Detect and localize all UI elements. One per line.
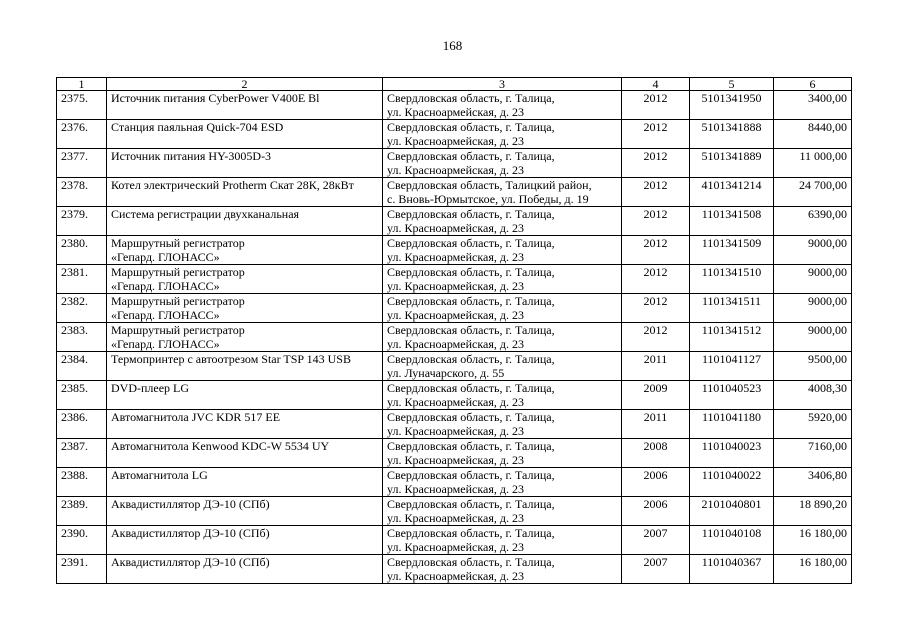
address-line: ул. Красноармейская, д. 23	[387, 221, 524, 235]
address-cell	[383, 410, 622, 439]
address-line: Свердловская область, г. Талица,	[387, 555, 555, 569]
price-cell: 16 180,00	[774, 526, 852, 555]
column-header: 6	[774, 78, 852, 91]
year-cell: 2007	[622, 555, 690, 584]
year-cell: 2007	[622, 526, 690, 555]
address-cell	[383, 381, 622, 410]
column-header: 3	[383, 78, 622, 91]
address-line: Свердловская область, г. Талица,	[387, 526, 555, 540]
row-number-cell: 2384.	[57, 352, 107, 381]
table-row	[57, 120, 852, 149]
year-cell: 2008	[622, 439, 690, 468]
address-line: ул. Луначарского, д. 55	[387, 366, 505, 380]
table-row	[57, 265, 852, 294]
address-line: Свердловская область, г. Талица,	[387, 120, 555, 134]
item-name-line: Термопринтер с автоотрезом Star TSP 143 USB	[111, 352, 351, 366]
table-row	[57, 468, 852, 497]
address-line: Свердловская область, г. Талица,	[387, 381, 555, 395]
address-cell	[383, 91, 622, 120]
address-line: ул. Красноармейская, д. 23	[387, 279, 524, 293]
inventory-number-cell: 2101040801	[690, 497, 774, 526]
item-name-line: Автомагнитола Kenwood KDC-W 5534 UY	[111, 439, 330, 453]
row-number-cell: 2377.	[57, 149, 107, 178]
year-cell: 2012	[622, 120, 690, 149]
table-row	[57, 352, 852, 381]
address-line: ул. Красноармейская, д. 23	[387, 163, 524, 177]
price-cell: 3400,00	[774, 91, 852, 120]
year-cell: 2012	[622, 294, 690, 323]
address-cell	[383, 497, 622, 526]
address-line: ул. Красноармейская, д. 23	[387, 424, 524, 438]
address-cell	[383, 323, 622, 352]
item-name-line: Система регистрации двухканальная	[111, 207, 300, 221]
row-number-cell: 2383.	[57, 323, 107, 352]
item-name-line: Автомагнитола LG	[111, 468, 208, 482]
item-name-line: Источник питания CyberPower V400E Bl	[111, 91, 320, 105]
price-cell: 9000,00	[774, 236, 852, 265]
item-name-cell	[107, 468, 383, 497]
table-row	[57, 149, 852, 178]
item-name-line: Аквадистиллятор ДЭ-10 (СПб)	[111, 526, 270, 540]
address-line: Свердловская область, г. Талица,	[387, 352, 555, 366]
address-line: Свердловская область, Талицкий район,	[387, 178, 592, 192]
address-line: Свердловская область, г. Талица,	[387, 439, 555, 453]
inventory-number-cell: 5101341950	[690, 91, 774, 120]
price-cell: 11 000,00	[774, 149, 852, 178]
item-name-cell	[107, 439, 383, 468]
address-line: ул. Красноармейская, д. 23	[387, 337, 524, 351]
row-number-cell: 2386.	[57, 410, 107, 439]
inventory-number-cell: 4101341214	[690, 178, 774, 207]
address-cell	[383, 294, 622, 323]
address-line: ул. Красноармейская, д. 23	[387, 569, 524, 583]
inventory-number-cell: 1101341509	[690, 236, 774, 265]
price-cell: 9000,00	[774, 265, 852, 294]
table-row	[57, 294, 852, 323]
row-number-cell: 2385.	[57, 381, 107, 410]
year-cell: 2012	[622, 207, 690, 236]
item-name-cell	[107, 236, 383, 265]
address-line: Свердловская область, г. Талица,	[387, 410, 555, 424]
address-line: ул. Красноармейская, д. 23	[387, 308, 524, 322]
item-name-cell	[107, 120, 383, 149]
table-row	[57, 236, 852, 265]
table-row	[57, 497, 852, 526]
row-number-cell: 2378.	[57, 178, 107, 207]
item-name-line: DVD-плеер LG	[111, 381, 190, 395]
column-header: 5	[690, 78, 774, 91]
column-header: 1	[57, 78, 107, 91]
item-name-cell	[107, 352, 383, 381]
item-name-line: «Гепард. ГЛОНАСС»	[111, 279, 220, 293]
address-cell	[383, 352, 622, 381]
price-cell: 6390,00	[774, 207, 852, 236]
address-cell	[383, 120, 622, 149]
item-name-line: Автомагнитола JVC KDR 517 EE	[111, 410, 281, 424]
row-number-cell: 2388.	[57, 468, 107, 497]
row-number-cell: 2376.	[57, 120, 107, 149]
address-line: Свердловская область, г. Талица,	[387, 91, 555, 105]
table-row	[57, 91, 852, 120]
item-name-line: «Гепард. ГЛОНАСС»	[111, 337, 220, 351]
inventory-number-cell: 1101341512	[690, 323, 774, 352]
table-row	[57, 207, 852, 236]
item-name-line: Маршрутный регистратор	[111, 265, 245, 279]
item-name-cell	[107, 178, 383, 207]
item-name-cell	[107, 555, 383, 584]
row-number-cell: 2375.	[57, 91, 107, 120]
address-cell	[383, 236, 622, 265]
year-cell: 2006	[622, 468, 690, 497]
price-cell: 5920,00	[774, 410, 852, 439]
item-name-line: Маршрутный регистратор	[111, 294, 245, 308]
row-number-cell: 2379.	[57, 207, 107, 236]
page-number: 168	[442, 38, 463, 53]
inventory-number-cell: 1101341511	[690, 294, 774, 323]
item-name-cell	[107, 149, 383, 178]
address-line: ул. Красноармейская, д. 23	[387, 105, 524, 119]
row-number-cell: 2387.	[57, 439, 107, 468]
table-row	[57, 410, 852, 439]
item-name-line: Аквадистиллятор ДЭ-10 (СПб)	[111, 555, 270, 569]
address-line: ул. Красноармейская, д. 23	[387, 395, 524, 409]
item-name-line: Станция паяльная Quick-704 ESD	[111, 120, 284, 134]
item-name-line: Аквадистиллятор ДЭ-10 (СПб)	[111, 497, 270, 511]
table-row	[57, 526, 852, 555]
address-line: ул. Красноармейская, д. 23	[387, 134, 524, 148]
address-cell	[383, 468, 622, 497]
item-name-line: Котел электрический Protherm Скат 28К, 28кВт	[111, 178, 354, 192]
address-line: ул. Красноармейская, д. 23	[387, 511, 524, 525]
inventory-number-cell: 5101341889	[690, 149, 774, 178]
price-cell: 7160,00	[774, 439, 852, 468]
address-line: Свердловская область, г. Талица,	[387, 468, 555, 482]
table-body	[57, 78, 852, 584]
address-cell	[383, 178, 622, 207]
inventory-number-cell: 1101041127	[690, 352, 774, 381]
price-cell: 4008,30	[774, 381, 852, 410]
inventory-number-cell: 1101040023	[690, 439, 774, 468]
address-line: ул. Красноармейская, д. 23	[387, 540, 524, 554]
table-row	[57, 178, 852, 207]
item-name-line: Источник питания HY-3005D-3	[111, 149, 272, 163]
price-cell: 9000,00	[774, 323, 852, 352]
address-line: Свердловская область, г. Талица,	[387, 236, 555, 250]
item-name-cell	[107, 265, 383, 294]
item-name-cell	[107, 294, 383, 323]
address-line: Свердловская область, г. Талица,	[387, 294, 555, 308]
year-cell: 2009	[622, 381, 690, 410]
table-row	[57, 323, 852, 352]
column-header: 4	[622, 78, 690, 91]
item-name-line: «Гепард. ГЛОНАСС»	[111, 250, 220, 264]
inventory-number-cell: 1101040022	[690, 468, 774, 497]
price-cell: 9500,00	[774, 352, 852, 381]
row-number-cell: 2380.	[57, 236, 107, 265]
table-row	[57, 439, 852, 468]
address-line: Свердловская область, г. Талица,	[387, 149, 555, 163]
item-name-cell	[107, 497, 383, 526]
price-cell: 8440,00	[774, 120, 852, 149]
table-row	[57, 555, 852, 584]
row-number-cell: 2381.	[57, 265, 107, 294]
item-name-cell	[107, 410, 383, 439]
item-name-line: «Гепард. ГЛОНАСС»	[111, 308, 220, 322]
item-name-cell	[107, 207, 383, 236]
table-header-row	[57, 78, 852, 91]
address-line: ул. Красноармейская, д. 23	[387, 250, 524, 264]
price-cell: 3406,80	[774, 468, 852, 497]
row-number-cell: 2382.	[57, 294, 107, 323]
address-line: Свердловская область, г. Талица,	[387, 323, 555, 337]
address-line: ул. Красноармейская, д. 23	[387, 482, 524, 496]
price-cell: 9000,00	[774, 294, 852, 323]
address-cell	[383, 555, 622, 584]
address-cell	[383, 439, 622, 468]
property-table	[56, 77, 852, 584]
inventory-number-cell: 1101341508	[690, 207, 774, 236]
address-line: Свердловская область, г. Талица,	[387, 265, 555, 279]
item-name-cell	[107, 381, 383, 410]
price-cell: 18 890,20	[774, 497, 852, 526]
address-cell	[383, 149, 622, 178]
year-cell: 2012	[622, 236, 690, 265]
item-name-line: Маршрутный регистратор	[111, 236, 245, 250]
inventory-number-cell: 1101041180	[690, 410, 774, 439]
year-cell: 2012	[622, 265, 690, 294]
address-cell	[383, 265, 622, 294]
address-line: ул. Красноармейская, д. 23	[387, 453, 524, 467]
year-cell: 2012	[622, 149, 690, 178]
row-number-cell: 2391.	[57, 555, 107, 584]
item-name-cell	[107, 526, 383, 555]
address-cell	[383, 207, 622, 236]
row-number-cell: 2389.	[57, 497, 107, 526]
inventory-number-cell: 1101040523	[690, 381, 774, 410]
year-cell: 2012	[622, 91, 690, 120]
item-name-cell	[107, 91, 383, 120]
inventory-number-cell: 1101341510	[690, 265, 774, 294]
address-line: Свердловская область, г. Талица,	[387, 497, 555, 511]
year-cell: 2011	[622, 352, 690, 381]
row-number-cell: 2390.	[57, 526, 107, 555]
address-cell	[383, 526, 622, 555]
price-cell: 24 700,00	[774, 178, 852, 207]
year-cell: 2006	[622, 497, 690, 526]
price-cell: 16 180,00	[774, 555, 852, 584]
address-line: Свердловская область, г. Талица,	[387, 207, 555, 221]
year-cell: 2011	[622, 410, 690, 439]
year-cell: 2012	[622, 323, 690, 352]
item-name-cell	[107, 323, 383, 352]
inventory-number-cell: 1101040108	[690, 526, 774, 555]
address-line: с. Вновь-Юрмытское, ул. Победы, д. 19	[387, 192, 589, 206]
column-header: 2	[107, 78, 383, 91]
year-cell: 2012	[622, 178, 690, 207]
inventory-number-cell: 1101040367	[690, 555, 774, 584]
table-row	[57, 381, 852, 410]
item-name-line: Маршрутный регистратор	[111, 323, 245, 337]
inventory-number-cell: 5101341888	[690, 120, 774, 149]
